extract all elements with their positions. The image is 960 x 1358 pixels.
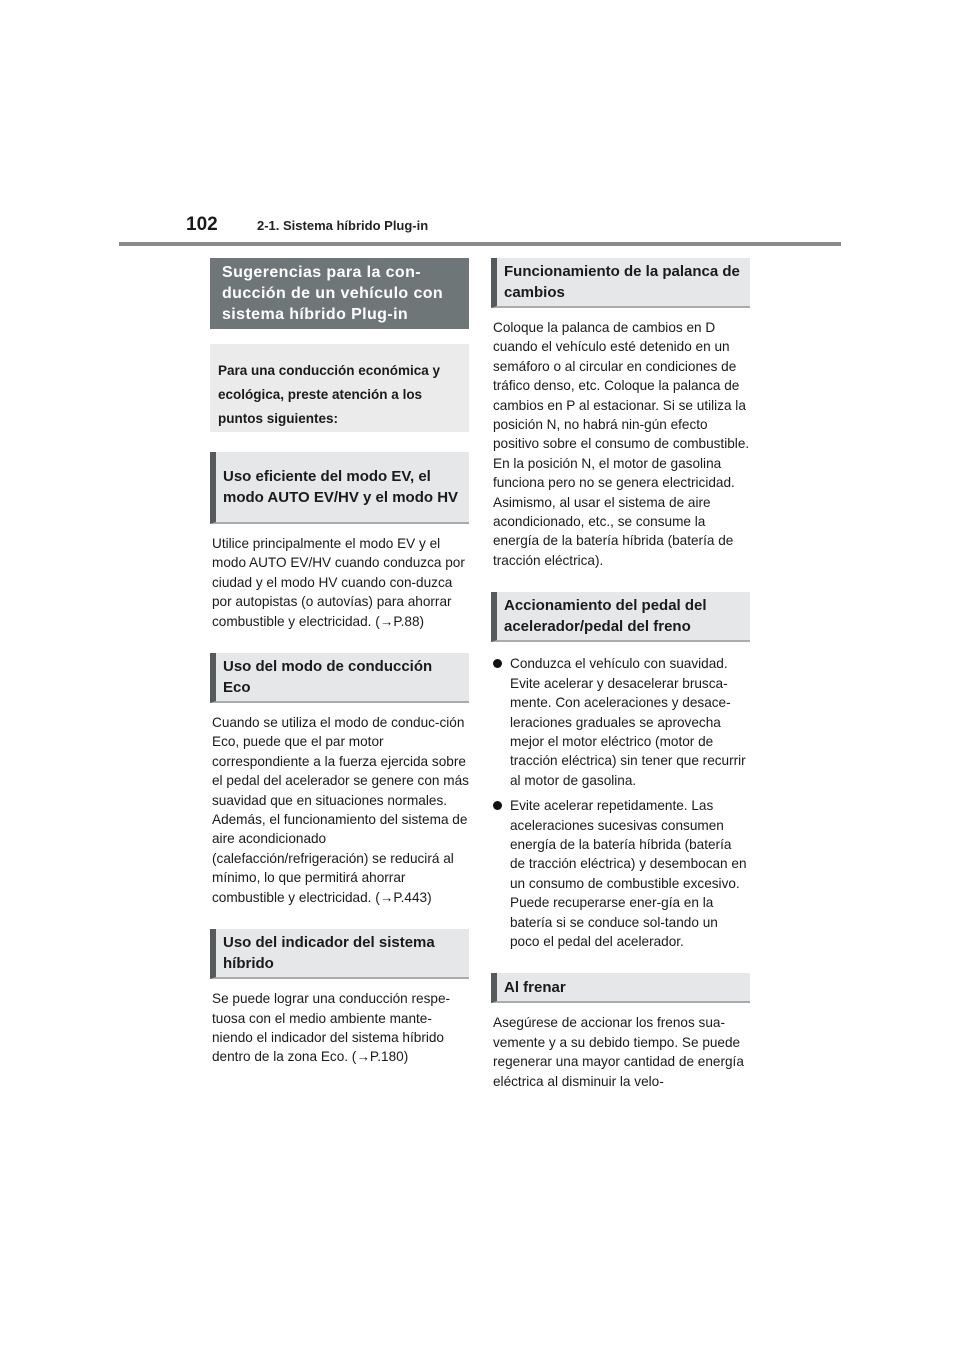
heading-ev-mode: Uso eficiente del modo EV, el modo AUTO EV/HV y el modo HV — [210, 452, 469, 524]
list-item — [491, 654, 750, 790]
list-item-text: Evite acelerar repetidamente. Las aceleraciones sucesivas consumen energía de la batería híbrida (batería de tracción eléctrica) y desembocan en un consumo de combustible excesivo. Puede recuperarse ener-gía en la batería si se conduce sol-tando un poco el pedal del acelerador. — [510, 798, 747, 949]
main-heading: Sugerencias para la con-ducción de un vehículo con sistema híbrido Plug-in — [210, 258, 469, 329]
paragraph-braking: Asegúrese de accionar los frenos sua-vemente y a su debido tiempo. Se puede regenerar una mayor cantidad de energía eléctrica al disminuir la velo- — [493, 1015, 744, 1089]
paragraph-shift-lever: Coloque la palanca de cambios en D cuando el vehículo esté detenido en un semáforo o al circular en condiciones de tráfico denso, etc. Coloque la palanca de cambios en P al estacionar. Si se utiliza la posición N, no habrá nin-gún efecto positivo sobre el consumo de combustible. En la posición N, el motor de gasolina funciona pero no se genera electricidad. Asimismo, al usar el sistema de aire acondicionado, etc., se consume la energía de la batería híbrida (batería de tracción eléctrica). — [493, 320, 750, 568]
header-rule — [119, 242, 841, 246]
heading-shift-lever: Funcionamiento de la palanca de cambios — [491, 258, 750, 308]
page-number: 102 — [186, 214, 218, 235]
section-title: 2-1. Sistema híbrido Plug-in — [257, 218, 429, 233]
bullet-icon — [493, 659, 502, 668]
intro-box: Para una conducción económica y ecológica, preste atención a los puntos siguientes: — [210, 344, 469, 432]
heading-eco-mode: Uso del modo de conducción Eco — [210, 653, 469, 703]
pedal-bullet-list — [491, 654, 750, 951]
list-item — [491, 796, 750, 951]
paragraph-ev-mode: Utilice principalmente el modo EV y el modo AUTO EV/HV cuando conduzca por ciudad y el modo HV cuando con-duzca por autopistas (o autovías) para ahorrar combustible y electricidad. (→P.88) — [212, 536, 465, 629]
bullet-icon — [493, 801, 502, 810]
right-column — [491, 258, 750, 1091]
list-item-text: Conduzca el vehículo con suavidad. Evite acelerar y desacelerar brusca-mente. Con aceleraciones y desace-leraciones graduales se aprovecha mejor el motor eléctrico (motor de tracción eléctrica) sin tener que recurrir al motor de gasolina. — [510, 656, 746, 788]
paragraph-hybrid-indicator: Se puede lograr una conducción respe-tuosa con el medio ambiente mante-niendo el indicador del sistema híbrido dentro de la zona Eco. (→P.180) — [212, 991, 451, 1065]
paragraph-eco-mode: Cuando se utiliza el modo de conduc-ción Eco, puede que el par motor correspondiente a la fuerza ejercida sobre el pedal del acelerador se genere con más suavidad que en situaciones normales. Además, el funcionamiento del sistema de aire acondicionado (calefacción/refrigeración) se reducirá al mínimo, lo que permitirá ahorrar combustible y electricidad. (→P.443) — [212, 715, 469, 905]
heading-braking: Al frenar — [491, 973, 750, 1003]
heading-pedals: Accionamiento del pedal del acelerador/pedal del freno — [491, 592, 750, 642]
heading-hybrid-indicator: Uso del indicador del sistema híbrido — [210, 929, 469, 979]
left-column — [210, 258, 469, 1067]
